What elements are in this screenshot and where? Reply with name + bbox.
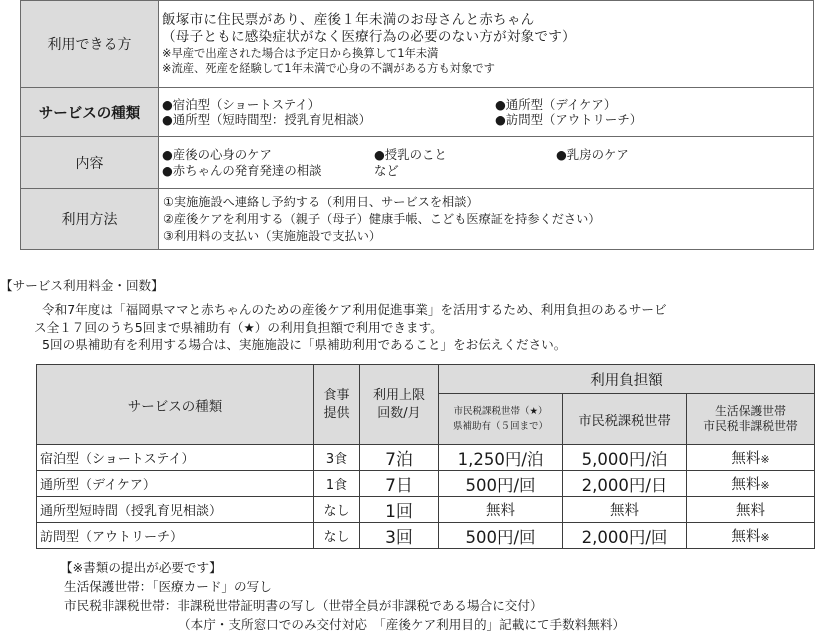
contents-item: ●授乳のこと (374, 147, 447, 162)
service-type-item: ●訪問型（アウトリーチ） (495, 112, 643, 127)
info-table (20, 0, 814, 250)
usage-step: ③利用料の支払い（実施施設で支払い） (163, 228, 382, 243)
pref-fee-cell: 無料 (439, 497, 563, 523)
meal-cell: なし (314, 497, 360, 523)
table-row (37, 523, 815, 549)
fee-table (36, 364, 815, 549)
notes-line: （本庁・支所窓口でのみ交付対応 「産後ケア利用目的」記載にて手数料無料） (178, 617, 626, 632)
header-meal-line: 提供 (323, 405, 350, 421)
header-service: サービスの種類 (37, 365, 314, 445)
header-limit-line: 回数/月 (377, 405, 421, 421)
service-type-item: ●通所型（デイケア） (495, 96, 617, 112)
service-type-item: ●宿泊型（ショートステイ） (162, 96, 321, 112)
header-pref-subsidy (439, 394, 563, 445)
fee-intro-line: 5回の県補助有を利用する場合は、実施施設に「県補助利用であること」をお伝えください。 (42, 337, 567, 352)
header-burden: 利用負担額 (439, 365, 815, 394)
header-limit-line: 利用上限 (372, 387, 425, 403)
pref-fee-cell: 500円/回 (439, 471, 563, 497)
service-types-row (21, 88, 814, 137)
service-cell: 通所型（デイケア） (37, 471, 314, 497)
meal-cell: 1食 (314, 471, 360, 497)
contents-item: など (374, 162, 399, 178)
eligibility-line: （母子ともに感染症状がなく医療行為の必要のない方が対象です） (162, 29, 576, 45)
welfare-fee-cell (687, 445, 815, 471)
usage-content (159, 189, 814, 250)
contents-item: ●赤ちゃんの発育発達の相談 (162, 162, 322, 178)
notes-title: 【※書類の提出が必要です】 (60, 560, 222, 575)
note-mark: ※ (760, 531, 770, 544)
eligibility-heading: 利用できる方 (21, 1, 159, 88)
welfare-fee-cell (687, 471, 815, 497)
meal-cell: なし (314, 523, 360, 549)
welfare-fee-cell (687, 523, 815, 549)
eligibility-line: 飯塚市に住民票があり、産後１年未満のお母さんと赤ちゃん (162, 12, 535, 28)
limit-cell: 1回 (360, 497, 439, 523)
fee-intro (34, 301, 812, 354)
eligibility-content (159, 1, 814, 88)
note-mark: ※ (760, 479, 770, 492)
taxable-fee-cell: 2,000円/日 (563, 471, 687, 497)
header-limit (360, 365, 439, 445)
note-mark: ※ (760, 453, 770, 466)
usage-step: ②産後ケアを利用する（親子（母子）健康手帳、こども医療証を持参ください） (163, 211, 601, 226)
service-cell: 通所型短時間（授乳育児相談） (37, 497, 314, 523)
documents-notes (60, 558, 625, 634)
welfare-fee-value: 無料 (731, 451, 761, 467)
limit-cell: 7泊 (360, 445, 439, 471)
service-types-heading: サービスの種類 (21, 88, 159, 137)
notes-line: 市民税非課税世帯：非課税世帯証明書の写し（世帯全員が非課税である場合に交付） (64, 598, 543, 613)
service-types-content (159, 88, 814, 137)
service-cell: 宿泊型（ショートステイ） (37, 445, 314, 471)
meal-cell: 3食 (314, 445, 360, 471)
welfare-fee-value: 無料 (731, 529, 761, 545)
welfare-fee-value: 無料 (731, 477, 761, 493)
usage-heading: 利用方法 (21, 189, 159, 250)
welfare-fee-cell (687, 497, 815, 523)
table-row (37, 445, 815, 471)
header-meal (314, 365, 360, 445)
contents-heading: 内容 (21, 137, 159, 189)
usage-step: ①実施施設へ連絡し予約する（利用日、サービスを相談） (163, 194, 479, 209)
table-row (37, 471, 815, 497)
eligibility-note: ※流産、死産を経験して1年未満で心身の不調がある方も対象です (162, 62, 495, 75)
contents-content (159, 137, 814, 189)
header-pref-line: 市民税課税世帯（★） (453, 406, 548, 417)
contents-item: ●産後の心身のケア (162, 147, 272, 162)
notes-line: 生活保護世帯：「医療カード」の写し (64, 579, 272, 594)
fee-section-title: 【サービス利用料金・回数】 (0, 278, 164, 293)
header-welfare-line: 生活保護世帯 (715, 404, 786, 418)
taxable-fee-cell: 5,000円/泊 (563, 445, 687, 471)
fee-header-row (37, 365, 815, 394)
header-welfare (687, 394, 815, 445)
contents-row (21, 137, 814, 189)
pref-fee-cell: 1,250円/泊 (439, 445, 563, 471)
eligibility-note: ※早産で出産された場合は予定日から換算して1年未満 (162, 47, 439, 60)
table-row (37, 497, 815, 523)
taxable-fee-cell: 2,000円/回 (563, 523, 687, 549)
header-taxable: 市民税課税世帯 (563, 394, 687, 445)
limit-cell: 3回 (360, 523, 439, 549)
header-pref-line: 県補助有（５回まで） (452, 421, 548, 432)
eligibility-row (21, 1, 814, 88)
header-meal-line: 食事 (323, 387, 350, 403)
service-cell: 訪問型（アウトリーチ） (37, 523, 314, 549)
usage-row (21, 189, 814, 250)
service-type-item: ●通所型（短時間型：授乳育児相談） (162, 112, 372, 127)
limit-cell: 7日 (360, 471, 439, 497)
taxable-fee-cell: 無料 (563, 497, 687, 523)
welfare-fee-value: 無料 (736, 503, 765, 519)
pref-fee-cell: 500円/回 (439, 523, 563, 549)
header-welfare-line: 市民税非課税世帯 (703, 419, 798, 433)
contents-item: ●乳房のケア (556, 147, 629, 162)
fee-intro-line: ス全１７回のうち5回まで県補助有（★）の利用負担額で利用できます。 (34, 319, 443, 335)
fee-intro-line: 令和7年度は「福岡県ママと赤ちゃんのための産後ケア利用促進事業」を活用するため、利用負担のあるサービ (42, 302, 667, 317)
